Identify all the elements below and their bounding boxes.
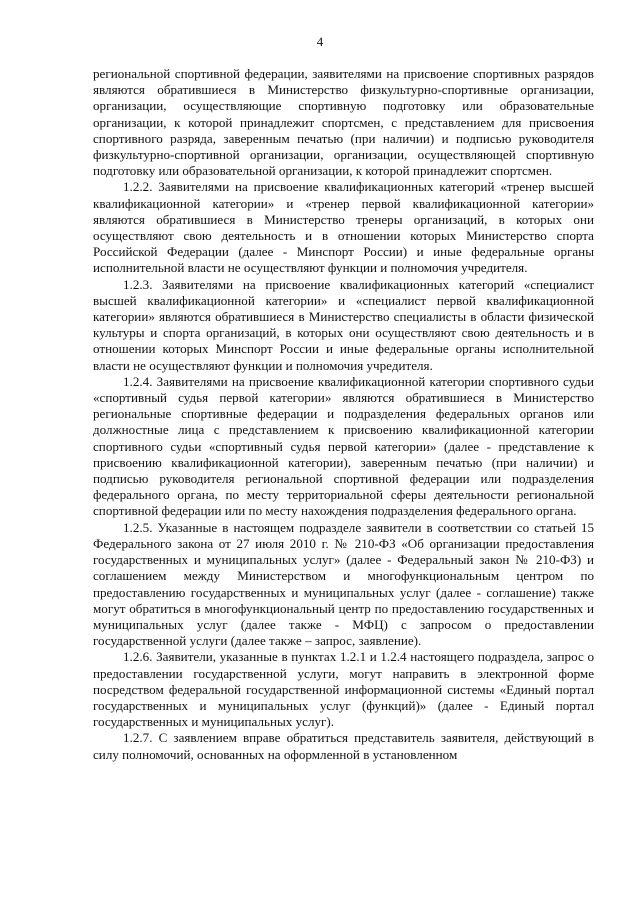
- document-body: [93, 66, 594, 763]
- paragraph-1-2-2: 1.2.2. Заявителями на присвоение квалификационных категорий «тренер высшей квалификационной категории» и «тренер первой квалификационной категории» являются обратившиеся в Министерство тренеры организаций, в которых они осуществляют свою деятельность и в отношении которых Министерство спорта Российской Федерации (далее - Минспорт России) и иные федеральные органы исполнительной власти не осуществляют функции и полномочия учредителя.: [93, 179, 594, 276]
- paragraph-1-2-5: 1.2.5. Указанные в настоящем подразделе заявители в соответствии со статьей 15 Федерального закона от 27 июля 2010 г. № 210-ФЗ «Об организации предоставления государственных и муниципальных услуг» (далее - Федеральный закон № 210-ФЗ) и соглашением между Министерством и многофункциональным центром по предоставлению государственных и муниципальных услуг (далее - соглашение) также могут обратиться в многофункциональный центр по предоставлению государственных и муниципальных услуг (далее также - МФЦ) с запросом о предоставлении государственной услуги (далее также – запрос, заявление).: [93, 519, 594, 649]
- paragraph-1-2-4: 1.2.4. Заявителями на присвоение квалификационной категории спортивного судьи «спортивный судья первой категории» являются обратившиеся в Министерство региональные спортивные федерации и подразделения федеральных органов или должностные лица с представлением к присвоению квалификационной категории спортивного судьи «спортивный судья первой категории» (далее - представление к присвоению квалификационной категории), заверенным печатью (при наличии) и подписью руководителя региональной спортивной федерации или подразделения федерального органа, по месту территориальной сферы деятельности региональной спортивной федерации или по месту нахождения подразделения федерального органа.: [93, 373, 594, 519]
- page-number: 4: [316, 34, 324, 49]
- paragraph-continuation: региональной спортивной федерации, заявителями на присвоение спортивных разрядов являются обратившиеся в Министерство физкультурно-спортивные организации, организации, осуществляющие спортивную подготовку или образовательные организации, к которой принадлежит спортсмен, с представлением для присвоения спортивного разряда, заверенным печатью (при наличии) и подписью руководителя физкультурно-спортивной организации, организации, осуществляющей спортивную подготовку или образовательной организации, к которой принадлежит спортсмен.: [93, 66, 594, 179]
- paragraph-1-2-6: 1.2.6. Заявители, указанные в пунктах 1.2.1 и 1.2.4 настоящего подраздела, запрос о предоставлении государственной услуги, могут направить в электронной форме посредством федеральной государственной информационной системы «Единый портал государственных и муниципальных услуг (функций)» (далее - Единый портал государственных и муниципальных услуг).: [93, 649, 594, 730]
- paragraph-1-2-3: 1.2.3. Заявителями на присвоение квалификационных категорий «специалист высшей квалификационной категории» и «специалист первой квалификационной категории» являются обратившиеся в Министерство специалисты в области физической культуры и спорта организаций, в которых они осуществляют свою деятельность и в отношении которых Минспорт России и иные федеральные органы исполнительной власти не осуществляют функции и полномочия учредителя.: [93, 276, 594, 373]
- paragraph-1-2-7: 1.2.7. С заявлением вправе обратиться представитель заявителя, действующий в силу полномочий, основанных на оформленной в установленном: [93, 730, 594, 762]
